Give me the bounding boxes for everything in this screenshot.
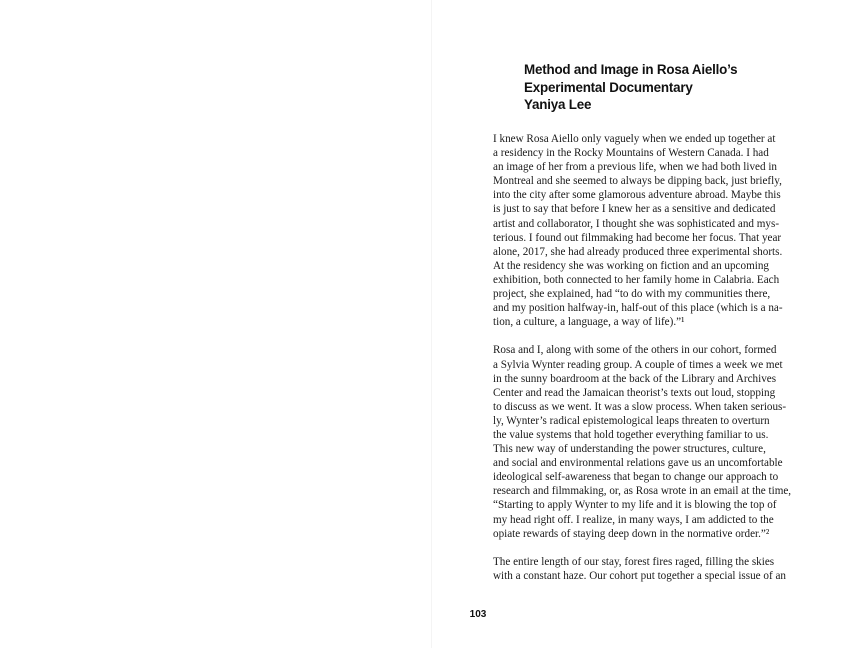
text-line: terious. I found out filmmaking had become her focus. That year	[493, 231, 782, 244]
body-text	[493, 132, 833, 597]
paragraph-3	[493, 555, 833, 583]
text-line: the value systems that hold together everything familiar to us.	[493, 428, 769, 441]
text-line: I knew Rosa Aiello only vaguely when we ended up together at	[493, 133, 776, 145]
text-line: ly, Wynter’s radical epistemological leaps threaten to overturn	[493, 414, 770, 427]
text-line: project, she explained, had “to do with my communities there,	[493, 288, 771, 301]
paragraph-2	[493, 343, 833, 540]
article-title-line-2: Experimental Documentary	[524, 79, 693, 95]
text-line: opiate rewards of staying deep down in the normative order.”²	[493, 527, 770, 540]
text-line: and social and environmental relations gave us an uncomfortable	[493, 457, 783, 470]
author-name: Yaniya Lee	[524, 97, 592, 112]
text-line: “Starting to apply Wynter to my life and it is blowing the top of	[493, 499, 777, 512]
text-line: a residency in the Rocky Mountains of Western Canada. I had	[493, 147, 769, 160]
text-line: a Sylvia Wynter reading group. A couple of times a week we met	[493, 358, 783, 371]
text-line: and my position halfway-in, half-out of this place (which is a na-	[493, 302, 783, 315]
text-line: ideological self-awareness that began to change our approach to	[493, 471, 779, 484]
text-line: tion, a culture, a language, a way of life).”¹	[493, 316, 685, 329]
text-line: alone, 2017, she had already produced three experimental shorts.	[493, 245, 783, 258]
text-line: Montreal and she seemed to always be dipping back, just briefly,	[493, 175, 782, 188]
article-heading	[524, 61, 824, 114]
text-line: This new way of understanding the power structures, culture,	[493, 443, 766, 456]
text-line: artist and collaborator, I thought she was sophisticated and mys-	[493, 217, 780, 230]
text-line: At the residency she was working on fiction and an upcoming	[493, 259, 769, 272]
text-line: with a constant haze. Our cohort put together a special issue of an	[493, 569, 786, 582]
text-line: The entire length of our stay, forest fires raged, filling the skies	[493, 555, 775, 568]
text-line: research and filmmaking, or, as Rosa wrote in an email at the time,	[493, 485, 792, 498]
text-line: in the sunny boardroom at the back of the Library and Archives	[493, 372, 777, 385]
text-line: my head right off. I realize, in many ways, I am addicted to the	[493, 513, 774, 526]
page-number: 103	[469, 609, 487, 620]
text-line: to discuss as we went. It was a slow process. When taken serious-	[493, 400, 787, 413]
text-line: an image of her from a previous life, when we had both lived in	[493, 161, 777, 174]
paragraph-1	[493, 132, 833, 329]
gutter-divider	[431, 0, 432, 648]
text-line: Center and read the Jamaican theorist’s texts out loud, stopping	[493, 386, 776, 399]
text-line: into the city after some glamorous adventure abroad. Maybe this	[493, 189, 781, 202]
text-line: Rosa and I, along with some of the others in our cohort, formed	[493, 344, 777, 357]
text-line: is just to say that before I knew her as a sensitive and dedicated	[493, 203, 776, 216]
text-line: exhibition, both connected to her family home in Calabria. Each	[493, 273, 780, 286]
article-title-line-1: Method and Image in Rosa Aiello’s	[524, 62, 738, 77]
